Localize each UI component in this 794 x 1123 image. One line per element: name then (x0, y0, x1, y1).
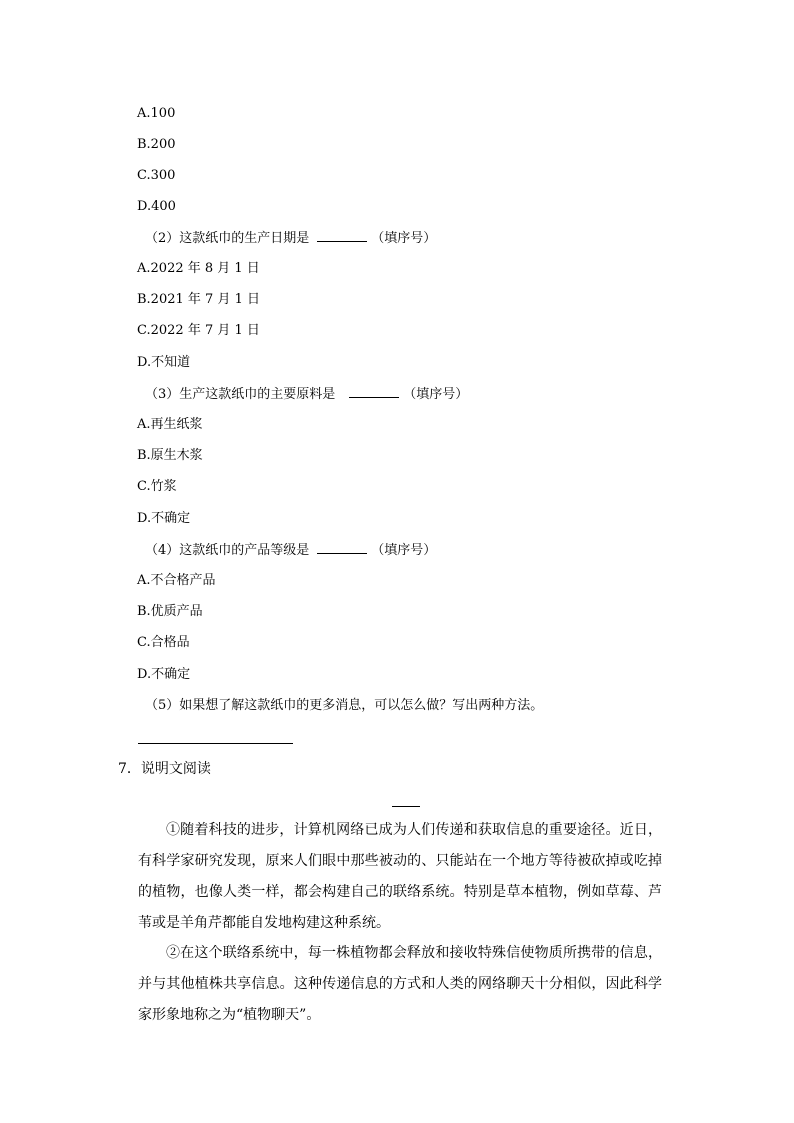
q4-option-b: B.优质产品 (137, 604, 203, 619)
q2-prompt-suffix: （填序号） (371, 231, 437, 246)
answer-blank (349, 385, 399, 398)
q1-option-b: B.200 (137, 137, 176, 152)
q4-prompt-suffix: （填序号） (371, 543, 437, 558)
passage-paragraph-1: ①随着科技的进步，计算机网络已成为人们传递和获取信息的重要途径。近日，有科学家研究发现，原来人们眼中那些被动的、只能站在一个地方等待被砍掉或吃掉的植物，也像人类一样，都会构建自己的联络系统。特别是草本植物，例如草莓、芦苇或是羊角芹都能自发地构建这种系统。 (138, 822, 662, 931)
q3-prompt (145, 385, 468, 404)
answer-blank (317, 541, 367, 554)
q4-prompt (145, 541, 436, 560)
answer-blank (317, 229, 367, 242)
q3-prompt-text: （3）生产这款纸巾的主要原料是 (145, 387, 336, 402)
q2-option-d: D.不知道 (137, 355, 191, 370)
section7-heading: 7．说明文阅读 (118, 761, 211, 777)
q4-prompt-text: （4）这款纸巾的产品等级是 (145, 543, 310, 558)
q1-option-d: D.400 (137, 199, 176, 214)
q4-option-a: A.不合格产品 (137, 573, 216, 588)
q2-prompt-text: （2）这款纸巾的生产日期是 (145, 231, 310, 246)
q3-option-a: A.再生纸浆 (137, 417, 203, 432)
q2-prompt (145, 229, 436, 248)
q5-prompt: （5）如果想了解这款纸巾的更多消息，可以怎么做？写出两种方法。 (145, 698, 544, 713)
q1-option-a: A.100 (137, 106, 176, 121)
q3-option-c: C.竹浆 (137, 479, 177, 494)
q2-option-c: C.2022 年 7 月 1 日 (137, 323, 260, 338)
q3-prompt-suffix: （填序号） (403, 387, 469, 402)
q4-option-d: D.不确定 (137, 667, 191, 682)
q2-option-a: A.2022 年 8 月 1 日 (137, 261, 260, 276)
q4-option-c: C.合格品 (137, 635, 190, 650)
q3-option-d: D.不确定 (137, 511, 191, 526)
q5-answer-line (138, 743, 293, 744)
passage-title-blank (392, 806, 420, 807)
q2-option-b: B.2021 年 7 月 1 日 (137, 292, 260, 307)
passage-paragraph-2: ②在这个联络系统中，每一株植物都会释放和接收特殊信使物质所携带的信息，并与其他植株共享信息。这种传递信息的方式和人类的网络聊天十分相似，因此科学家形象地称之为“植物聊天”。 (138, 945, 662, 1023)
q3-option-b: B.原生木浆 (137, 448, 203, 463)
q1-option-c: C.300 (137, 168, 176, 183)
